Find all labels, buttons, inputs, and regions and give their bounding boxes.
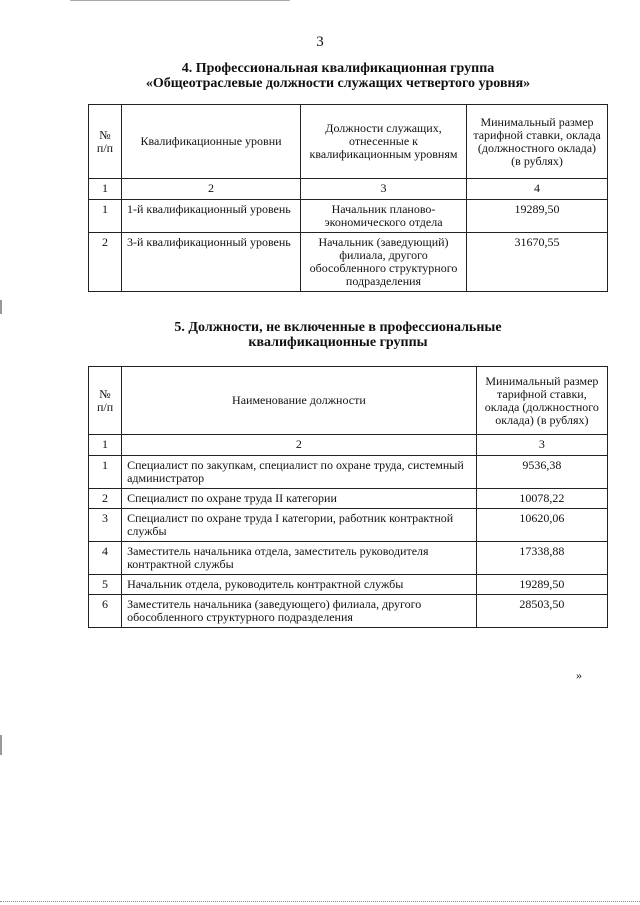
table-header-row [89, 105, 608, 179]
table-row [89, 200, 608, 233]
row-num: 6 [89, 595, 122, 628]
header-num: № п/п [89, 367, 122, 435]
page-number: 3 [316, 34, 324, 50]
row-name: Специалист по закупкам, специалист по охране труда, системный администратор [122, 456, 477, 489]
section-title-line: квалификационные группы [248, 335, 428, 350]
row-num: 4 [89, 542, 122, 575]
table-row [89, 595, 608, 628]
row-position: Начальник планово-экономического отдела [301, 200, 467, 233]
row-level: 3-й квалификационный уровень [122, 233, 301, 292]
header-num: № п/п [89, 105, 122, 179]
table-header-row [89, 367, 608, 435]
row-level: 1-й квалификационный уровень [122, 200, 301, 233]
scan-margin-mark [0, 300, 2, 314]
qualification-group-table [88, 104, 608, 292]
table-row [89, 509, 608, 542]
header-name: Наименование должности [122, 367, 477, 435]
row-name: Заместитель начальника (заведующего) филиала, другого обособленного структурного подразделения [122, 595, 477, 628]
index-cell: 3 [301, 179, 467, 200]
row-rate: 10078,22 [476, 489, 607, 509]
index-cell: 2 [122, 435, 477, 456]
index-cell: 4 [467, 179, 608, 200]
scan-bottom-edge [0, 901, 640, 903]
row-name: Специалист по охране труда II категории [122, 489, 477, 509]
header-level: Квалификационные уровни [122, 105, 301, 179]
row-rate: 10620,06 [476, 509, 607, 542]
table-row [89, 542, 608, 575]
closing-quote: » [576, 668, 582, 682]
table-row [89, 456, 608, 489]
row-num: 1 [89, 456, 122, 489]
table-index-row [89, 179, 608, 200]
row-position: Начальник (заведующий) филиала, другого обособленного структурного подразделения [301, 233, 467, 292]
row-name: Заместитель начальника отдела, заместитель руководителя контрактной службы [122, 542, 477, 575]
section-title-line: «Общеотраслевые должности служащих четвертого уровня» [145, 76, 531, 91]
row-num: 5 [89, 575, 122, 595]
index-cell: 3 [476, 435, 607, 456]
row-rate: 19289,50 [476, 575, 607, 595]
header-positions: Должности служащих, отнесенные к квалификационным уровням [301, 105, 467, 179]
section-title-line: 4. Профессиональная квалификационная группа [181, 61, 495, 76]
row-num: 2 [89, 489, 122, 509]
scan-margin-mark [0, 735, 2, 755]
row-rate: 17338,88 [476, 542, 607, 575]
header-rate: Минимальный размер тарифной ставки, оклада (должностного оклада) (в рублях) [467, 105, 608, 179]
table-row [89, 489, 608, 509]
row-name: Начальник отдела, руководитель контрактной службы [122, 575, 477, 595]
row-rate: 9536,38 [476, 456, 607, 489]
scan-edge-line [70, 0, 290, 1]
row-rate: 28503,50 [476, 595, 607, 628]
row-name: Специалист по охране труда I категории, работник контрактной службы [122, 509, 477, 542]
table-row [89, 233, 608, 292]
index-cell: 2 [122, 179, 301, 200]
section-title-5 [88, 320, 588, 350]
other-positions-table [88, 366, 608, 628]
table-row [89, 575, 608, 595]
index-cell: 1 [89, 179, 122, 200]
table-index-row [89, 435, 608, 456]
section-title-4 [88, 61, 588, 91]
section-title-line: 5. Должности, не включенные в профессиональные [174, 320, 502, 335]
row-num: 2 [89, 233, 122, 292]
row-num: 1 [89, 200, 122, 233]
header-rate: Минимальный размер тарифной ставки, оклада (должностного оклада) (в рублях) [476, 367, 607, 435]
index-cell: 1 [89, 435, 122, 456]
row-rate: 19289,50 [467, 200, 608, 233]
row-rate: 31670,55 [467, 233, 608, 292]
row-num: 3 [89, 509, 122, 542]
